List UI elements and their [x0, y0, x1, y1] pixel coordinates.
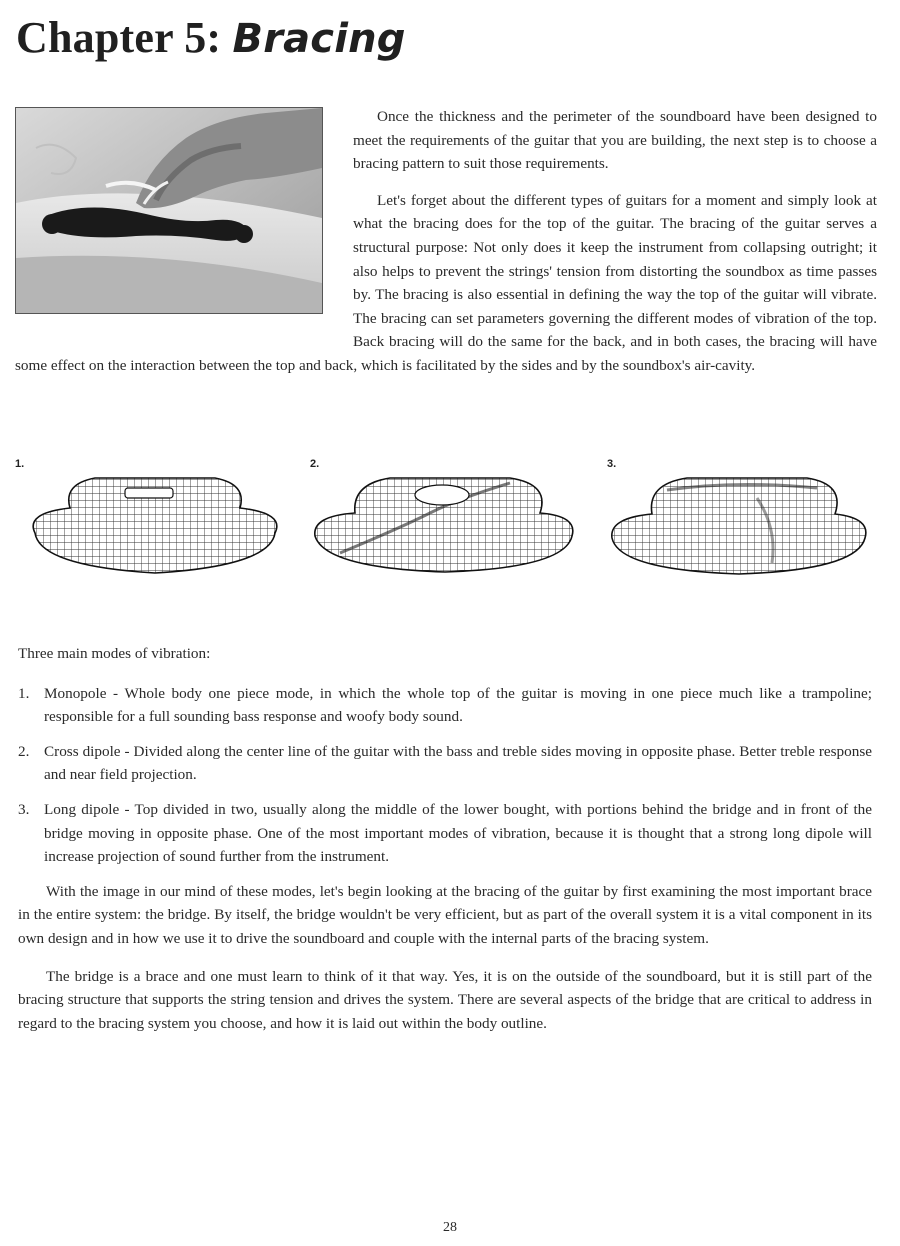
- figure-1-label: 1.: [15, 458, 25, 470]
- figure-2: [310, 458, 590, 578]
- main-text: [18, 642, 872, 1035]
- figure-3: [607, 458, 887, 578]
- list-item-text: Monopole - Whole body one piece mode, in which the whole top of the guitar is moving in one piece much like a trampoline; responsible for a full sounding bass response and woofy body sound.: [44, 684, 872, 726]
- chapter-prefix: Chapter 5:: [16, 13, 233, 62]
- list-item-text: Cross dipole - Divided along the center line of the guitar with the bass and treble sides moving in opposite phase. Better treble response and near field projection.: [44, 742, 872, 784]
- list-item-number: 1.: [18, 684, 30, 702]
- monopole-diagram: [15, 458, 295, 578]
- modes-list: [18, 682, 872, 869]
- intro-paragraph-2: Let's forget about the different types of guitars for a moment and simply look at what the bracing does for the top of the guitar. The bracing of the guitar serves a structural purpose: Not only does it keep the instrument from collapsing outright; it also helps to prevent the strings' tension from distorting the soundbox as time passes by. The bracing is also essential in defining the way the top of the guitar will vibrate. The bracing can set parameters governing the different modes of vibration of the top. Back bracing will do the same for the back, and in both cases, the bracing will have some effect on the interaction between the top and back, which is facilitated by the sides and by the soundbox's air-cavity.: [15, 191, 877, 374]
- chapter-name: Bracing: [232, 16, 406, 62]
- cross-dipole-diagram: [310, 458, 590, 578]
- list-item-number: 2.: [18, 742, 30, 760]
- page-number: 28: [443, 1220, 457, 1235]
- intro-text: [15, 105, 877, 378]
- figure-2-label: 2.: [310, 458, 320, 470]
- figure-3-label: 3.: [607, 458, 617, 470]
- body-paragraph-2: The bridge is a brace and one must learn to think of it that way. Yes, it is on the outside of the soundboard, but it is still part of the bracing structure that supports the string tension and drives the system. There are several aspects of the bridge that are critical to address in regard to the bracing system you choose, and how it is laid out within the body outline.: [18, 967, 872, 1032]
- body-paragraph-1: With the image in our mind of these modes, let's begin looking at the bracing of the guitar by first examining the most important brace in the entire system: the bridge. By itself, the bridge wouldn't be very efficient, but as part of the overall system it is a vital component in its own design and in how we use it to drive the soundboard and couple with the internal parts of the bracing system.: [18, 882, 872, 947]
- vibration-mode-figures: [15, 458, 885, 578]
- list-item: [18, 798, 872, 869]
- list-item: [18, 682, 872, 729]
- list-item-text: Long dipole - Top divided in two, usually along the middle of the lower bought, with portions behind the bridge and in front of the bridge moving in opposite phase. One of the most important modes of vibration, because it is thought that a strong long dipole will increase projection of sound further from the instrument.: [44, 800, 872, 866]
- chapter-title: [16, 12, 406, 63]
- modes-intro: Three main modes of vibration:: [18, 645, 211, 662]
- photo-wrap-spacer: [15, 105, 337, 331]
- long-dipole-diagram: [607, 458, 887, 578]
- intro-paragraph-1: Once the thickness and the perimeter of the soundboard have been designed to meet the requirements of the guitar that you are building, the next step is to choose a bracing pattern to suit those requirements.: [353, 108, 877, 173]
- list-item-number: 3.: [18, 800, 30, 818]
- list-item: [18, 740, 872, 787]
- figure-1: [15, 458, 295, 578]
